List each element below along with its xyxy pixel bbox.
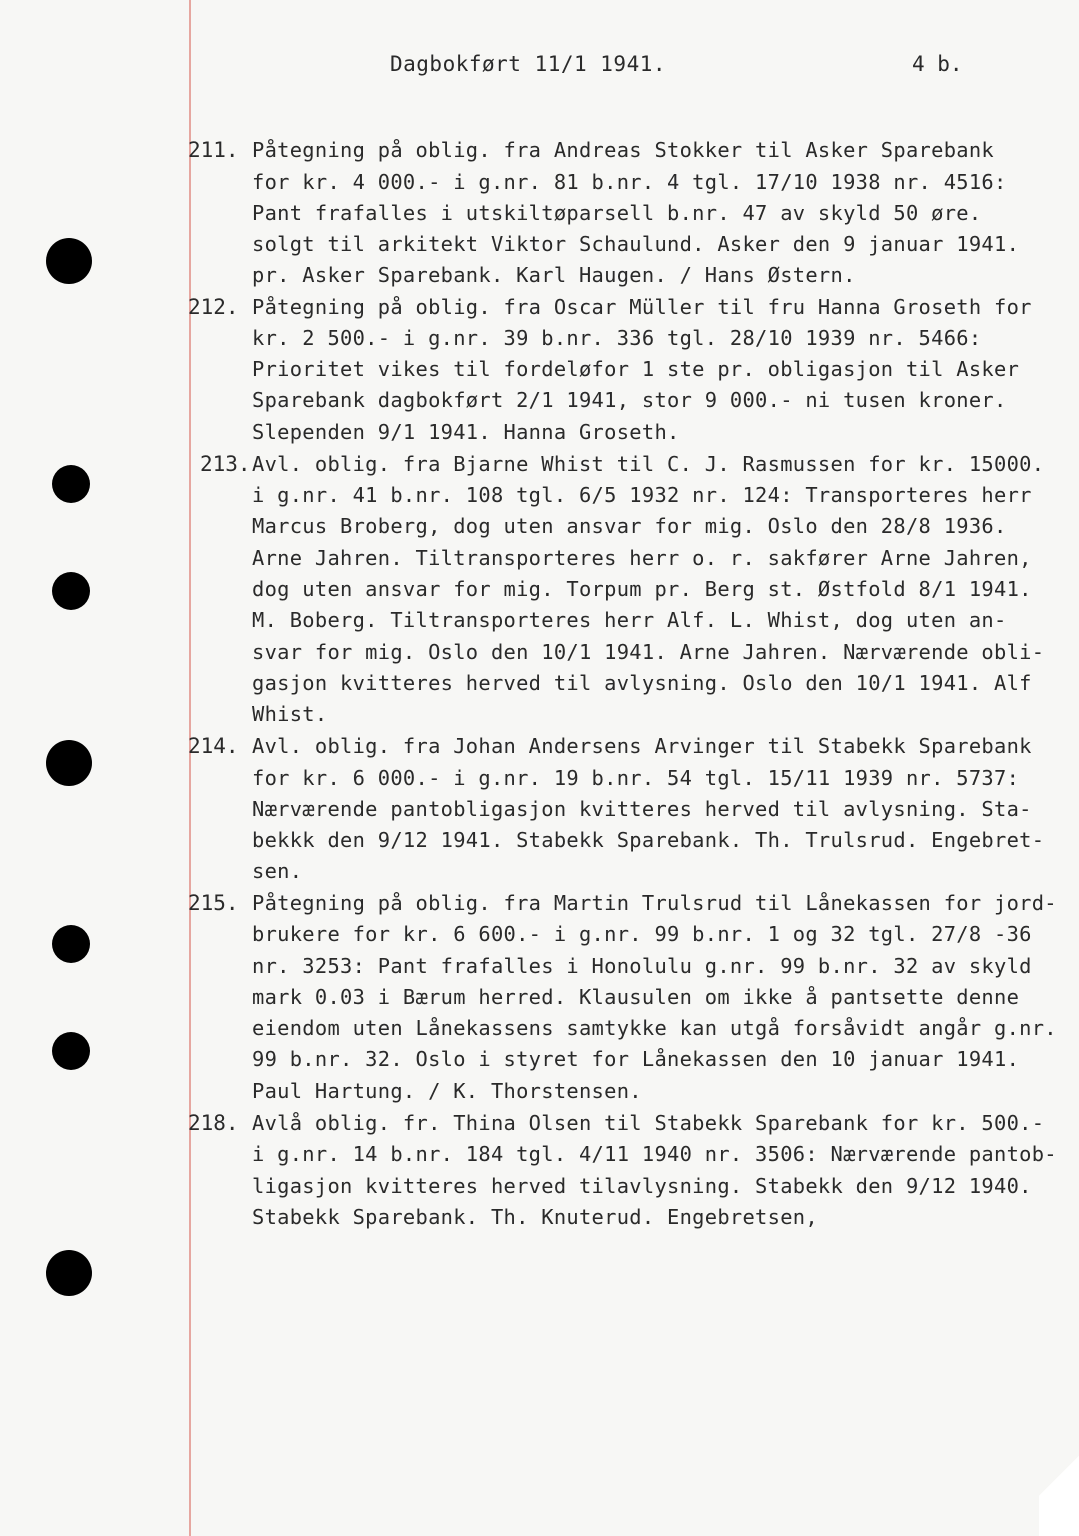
entry-line: svar for mig. Oslo den 10/1 1941. Arne Jahren. Nærværende obli- (252, 640, 1045, 664)
punch-hole (46, 238, 92, 284)
entry-line: gasjon kvitteres herved til avlysning. Oslo den 10/1 1941. Alf (252, 671, 1032, 695)
entry-line: mark 0.03 i Bærum herred. Klausulen om ikke å pantsette denne (252, 985, 1020, 1009)
entry-line: for kr. 4 000.- i g.nr. 81 b.nr. 4 tgl. 17/10 1938 nr. 4516: (252, 170, 1007, 194)
entry-line: sen. (252, 859, 303, 883)
entry-line: Paul Hartung. / K. Thorstensen. (252, 1079, 642, 1103)
entry-line: ligasjon kvitteres herved tilavlysning. Stabekk den 9/12 1940. (252, 1174, 1032, 1198)
entry-line: eiendom uten Lånekassens samtykke kan utgå forsåvidt angår g.nr. (252, 1016, 1057, 1040)
entry-number: 218. (188, 1111, 239, 1135)
entry-line: Avlå oblig. fr. Thina Olsen til Stabekk Sparebank for kr. 500.- (252, 1111, 1045, 1135)
entry-line: Prioritet vikes til fordeløfor 1 ste pr. obligasjon til Asker (252, 357, 1020, 381)
entry-line: Nærværende pantobligasjon kvitteres herved til avlysning. Sta- (252, 797, 1032, 821)
entry-line: M. Boberg. Tiltransporteres herr Alf. L. Whist, dog uten an- (252, 608, 1007, 632)
margin-rule (189, 0, 191, 1536)
entry-line: kr. 2 500.- i g.nr. 39 b.nr. 336 tgl. 28/10 1939 nr. 5466: (252, 326, 982, 350)
entry-line: dog uten ansvar for mig. Torpum pr. Berg st. Østfold 8/1 1941. (252, 577, 1032, 601)
entry-line: for kr. 6 000.- i g.nr. 19 b.nr. 54 tgl. 15/11 1939 nr. 5737: (252, 766, 1020, 790)
entry-line: Marcus Broberg, dog uten ansvar for mig. Oslo den 28/8 1936. (252, 514, 1007, 538)
page-header-date: Dagbokført 11/1 1941. (390, 52, 667, 76)
entry-number: 215. (188, 891, 239, 915)
entry-line: Avl. oblig. fra Johan Andersens Arvinger til Stabekk Sparebank (252, 734, 1032, 758)
page-corner (1039, 1416, 1079, 1536)
entry-line: pr. Asker Sparebank. Karl Haugen. / Hans Østern. (252, 263, 856, 287)
entry-line: Stabekk Sparebank. Th. Knuterud. Engebretsen, (252, 1205, 818, 1229)
punch-hole (52, 572, 90, 610)
punch-hole (52, 465, 90, 503)
page-number: 4 b. (912, 52, 963, 76)
entry-number: 211. (188, 138, 239, 162)
entry-line: Påtegning på oblig. fra Andreas Stokker til Asker Sparebank (252, 138, 994, 162)
entry-line: solgt til arkitekt Viktor Schaulund. Asker den 9 januar 1941. (252, 232, 1020, 256)
entry-line: Sparebank dagbokført 2/1 1941, stor 9 000.- ni tusen kroner. (252, 388, 1007, 412)
entry-number: 213. (200, 452, 251, 476)
entry-line: Arne Jahren. Tiltransporteres herr o. r. sakfører Arne Jahren, (252, 546, 1032, 570)
entry-line: Slependen 9/1 1941. Hanna Groseth. (252, 420, 680, 444)
entry-line: Avl. oblig. fra Bjarne Whist til C. J. Rasmussen for kr. 15000. (252, 452, 1045, 476)
entry-line: Påtegning på oblig. fra Oscar Müller til fru Hanna Groseth for (252, 295, 1032, 319)
entry-number: 214. (188, 734, 239, 758)
entry-line: Pant frafalles i utskiltøparsell b.nr. 47 av skyld 50 øre. (252, 201, 982, 225)
punch-hole (46, 1250, 92, 1296)
entry-line: i g.nr. 41 b.nr. 108 tgl. 6/5 1932 nr. 124: Transporteres herr (252, 483, 1032, 507)
entry-line: 99 b.nr. 32. Oslo i styret for Lånekassen den 10 januar 1941. (252, 1047, 1020, 1071)
entry-line: bekkk den 9/12 1941. Stabekk Sparebank. Th. Trulsrud. Engebret- (252, 828, 1045, 852)
entry-line: Påtegning på oblig. fra Martin Trulsrud til Lånekassen for jord- (252, 891, 1057, 915)
entry-number: 212. (188, 295, 239, 319)
entry-line: nr. 3253: Pant frafalles i Honolulu g.nr. 99 b.nr. 32 av skyld (252, 954, 1032, 978)
punch-hole (52, 925, 90, 963)
entry-line: Whist. (252, 702, 328, 726)
entry-line: i g.nr. 14 b.nr. 184 tgl. 4/11 1940 nr. 3506: Nærværende pantob- (252, 1142, 1057, 1166)
entry-line: brukere for kr. 6 600.- i g.nr. 99 b.nr. 1 og 32 tgl. 27/8 -36 (252, 922, 1032, 946)
punch-hole (46, 740, 92, 786)
punch-hole (52, 1032, 90, 1070)
